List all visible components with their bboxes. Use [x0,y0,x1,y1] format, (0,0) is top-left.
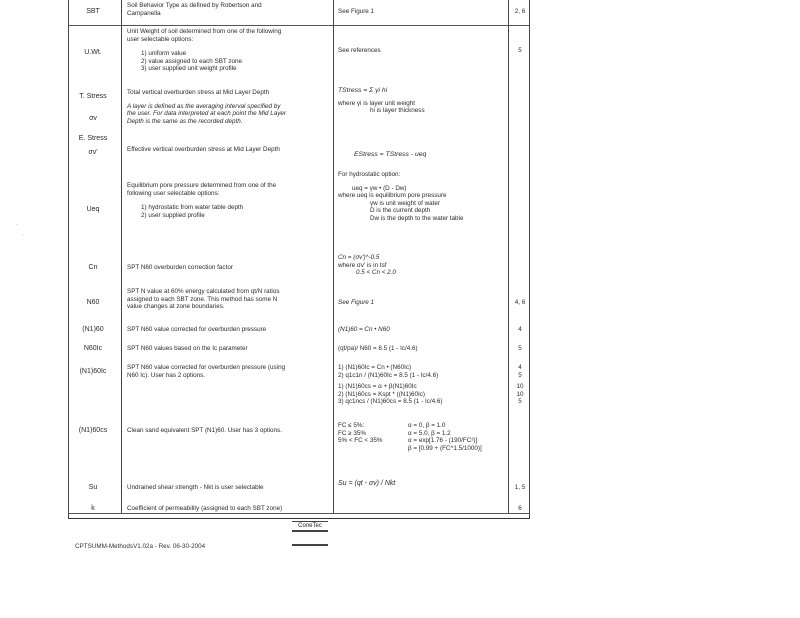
column-divider-1 [121,0,122,513]
ref-k: 6 [518,505,522,512]
symbol-su: Su [88,484,98,491]
method-n1-60: (N1)60 = Cn • N60 [338,326,390,333]
column-divider-3 [508,0,509,513]
footer-document-id: CPTSUMM-MethodsV1.02a - Rev. 06-30-2004 [75,543,206,550]
symbol-total-stress: T. Stress [79,93,107,100]
desc-n1-60: SPT N60 value corrected for overburden pressure [127,326,267,333]
desc-n1-60-cs: Clean sand equivalent SPT (N1)60. User has 3 options. [127,427,282,434]
desc-n1-60-ic: SPT N60 value corrected for overburden pressure (using N60 Ic). User has 2 options. [127,364,286,379]
ref-sbt: 2, 6 [514,8,526,15]
method-ueq: For hydrostatic option: ueq = γw • (D - Dw) where ueq is equilibrium pore pressure γw is unit weight of water D is the current depth Dw is the depth to the water table [338,171,464,222]
row-divider [68,25,530,26]
conetec-logo-underline [292,541,328,546]
desc-cn: SPT N60 overburden correction factor [127,264,233,271]
symbol-n60-ic: N60Ic [83,345,103,352]
ref-su: 1, 5 [514,484,526,491]
desc-su: Undrained shear strength - Nkt is user selectable [127,484,264,491]
ref-n60: 4, 6 [514,299,526,306]
method-n1-60-cs-conditions: FC ≤ 5%: FC ≥ 35% 5% < FC < 35% [338,422,383,445]
symbol-n60: N60 [86,299,100,306]
scan-speck: · [22,232,24,238]
table-border-bottom [68,518,530,519]
desc-effective-stress: Effective vertical overburden stress at Mid Layer Depth [127,146,280,153]
method-n1-60-ic: 1) (N1)60Ic = Cn • (N60Ic) 2) q1c1n / (N1)60Ic = 8.5 (1 - Ic/4.6) 1) (N1)60cs = α + β(N1)60Ic 2) (N1)60cs = Kspt * ((N1)60Ic) 3) qc1ncs / (N1)60cs = 8.5 (1 - Ic/4.6) [338,364,443,406]
symbol-n1-60-cs: (N1)60cs [78,427,108,434]
symbol-total-stress-sigma: σv [89,115,97,122]
desc-unit-weight: Unit Weight of soil determined from one of the following user selectable options: 1) uniform value 2) value assigned to each SBT zone 3) user supplied unit weight profile [127,28,282,73]
symbol-effective-stress-sigma: σv' [88,149,98,156]
methods-table [68,0,530,519]
column-divider-2 [333,0,334,513]
ref-unit-weight: 5 [518,47,522,54]
desc-k: Coefficient of permeability (assigned to each SBT zone) [127,505,283,512]
ref-n1-60: 4 [518,326,522,333]
symbol-n1-60-ic: (N1)60Ic [79,368,107,375]
symbol-unit-weight: U.Wt. [84,49,102,56]
desc-sbt: Soil Behavior Type as defined by Robertson and Campanella [127,2,262,17]
desc-n60-ic: SPT N60 values based on the Ic parameter [127,345,248,352]
scan-speck: · [16,222,18,228]
method-unit-weight: See references [338,47,381,54]
method-cn: Cn = (σv')^-0.5 where σv' is in tsf 0.5 < Cn < 2.0 [338,254,396,277]
row-divider [68,513,530,514]
method-total-stress: TStress = Σ γi hi where γi is layer unit weight hi is layer thickness [338,87,425,115]
symbol-sbt: SBT [86,8,100,15]
symbol-ueq: Ueq [86,206,100,213]
desc-ueq: Equilibrium pore pressure determined from one of the following user selectable options: 1) hydrostatic from water table depth 2) user supplied profile [127,182,277,219]
symbol-n1-60: (N1)60 [82,326,104,333]
method-n60-ic: (qt/pa)/ N60 = 8.5 (1 - Ic/4.6) [338,345,418,352]
method-n1-60-cs-values: α = 0, β = 1.0 α = 5.0, β = 1.2 α = exp[1.76 - (190/FC²)] β = [0.99 + (FC^1.5/1000)] [408,422,482,452]
symbol-cn: Cn [88,264,98,271]
method-sbt: See Figure 1 [338,8,375,15]
symbol-k: k [91,505,95,512]
symbol-effective-stress: E. Stress [78,135,108,142]
method-n60: See Figure 1 [338,299,375,306]
table-border-left [68,0,69,519]
conetec-logo: ConeTec [292,521,328,532]
ref-n1-60-ic: 4 5 10 10 5 [516,364,524,406]
desc-total-stress: Total vertical overburden stress at Mid Layer Depth A layer is defined as the averaging interval specified by the user. For data interpreted at each point the Mid Layer Depth is the same as the recorded depth. [127,89,287,125]
method-effective-stress: EStress = TStress - ueq [354,151,427,158]
desc-n60: SPT N value at 60% energy calculated from qt/N ratios assigned to each SBT zone. This method has some N value changes at zone boundaries. [127,288,280,311]
ref-n60-ic: 5 [518,345,522,352]
method-su: Su = (qt - σv) / Nkt [338,480,396,487]
table-border-right [529,0,530,519]
